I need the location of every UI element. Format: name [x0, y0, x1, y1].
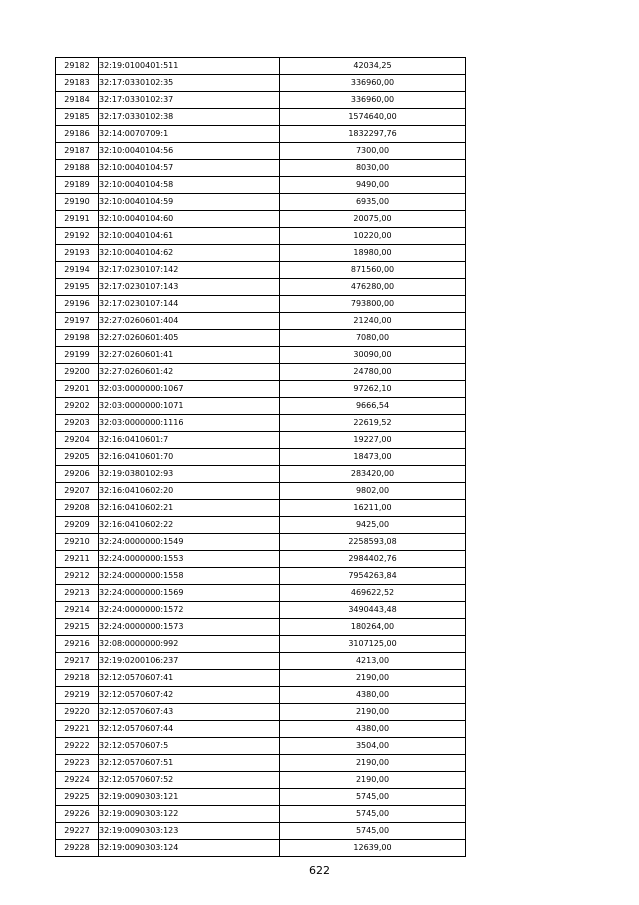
cadastral-number-cell: 32:17:0230107:142	[99, 262, 280, 279]
value-cell: 9802,00	[280, 483, 466, 500]
value-cell: 20075,00	[280, 211, 466, 228]
cadastral-number-cell: 32:10:0040104:57	[99, 160, 280, 177]
value-cell: 24780,00	[280, 364, 466, 381]
value-cell: 5745,00	[280, 823, 466, 840]
value-cell: 336960,00	[280, 92, 466, 109]
table-row	[56, 126, 466, 143]
table-row	[56, 755, 466, 772]
value-cell: 336960,00	[280, 75, 466, 92]
cadastral-number-cell: 32:12:0570607:42	[99, 687, 280, 704]
row-number-cell: 29225	[56, 789, 99, 806]
value-cell: 9666,54	[280, 398, 466, 415]
row-number-cell: 29226	[56, 806, 99, 823]
table-row	[56, 143, 466, 160]
row-number-cell: 29191	[56, 211, 99, 228]
table-body	[56, 58, 466, 857]
value-cell: 5745,00	[280, 789, 466, 806]
row-number-cell: 29212	[56, 568, 99, 585]
cadastral-number-cell: 32:19:0090303:123	[99, 823, 280, 840]
value-cell: 3490443,48	[280, 602, 466, 619]
value-cell: 3504,00	[280, 738, 466, 755]
cadastral-number-cell: 32:12:0570607:52	[99, 772, 280, 789]
cadastral-number-cell: 32:16:0410602:22	[99, 517, 280, 534]
value-cell: 2190,00	[280, 755, 466, 772]
page-number: 622	[309, 864, 330, 877]
cadastral-number-cell: 32:12:0570607:43	[99, 704, 280, 721]
row-number-cell: 29205	[56, 449, 99, 466]
value-cell: 1574640,00	[280, 109, 466, 126]
cadastral-number-cell: 32:08:0000000:992	[99, 636, 280, 653]
cadastral-number-cell: 32:19:0100401:511	[99, 58, 280, 75]
table-row	[56, 194, 466, 211]
cadastral-number-cell: 32:24:0000000:1573	[99, 619, 280, 636]
row-number-cell: 29186	[56, 126, 99, 143]
row-number-cell: 29193	[56, 245, 99, 262]
table-row	[56, 483, 466, 500]
value-cell: 6935,00	[280, 194, 466, 211]
cadastral-number-cell: 32:10:0040104:62	[99, 245, 280, 262]
value-cell: 871560,00	[280, 262, 466, 279]
table-row	[56, 670, 466, 687]
cadastral-number-cell: 32:27:0260601:405	[99, 330, 280, 347]
value-cell: 2984402,76	[280, 551, 466, 568]
value-cell: 2190,00	[280, 772, 466, 789]
cadastral-number-cell: 32:19:0090303:121	[99, 789, 280, 806]
row-number-cell: 29213	[56, 585, 99, 602]
value-cell: 21240,00	[280, 313, 466, 330]
cadastral-number-cell: 32:12:0570607:51	[99, 755, 280, 772]
cadastral-number-cell: 32:17:0330102:38	[99, 109, 280, 126]
row-number-cell: 29219	[56, 687, 99, 704]
row-number-cell: 29200	[56, 364, 99, 381]
cadastral-number-cell: 32:24:0000000:1569	[99, 585, 280, 602]
cadastral-number-cell: 32:19:0200106:237	[99, 653, 280, 670]
table-row	[56, 160, 466, 177]
row-number-cell: 29223	[56, 755, 99, 772]
value-cell: 7080,00	[280, 330, 466, 347]
row-number-cell: 29198	[56, 330, 99, 347]
value-cell: 42034,25	[280, 58, 466, 75]
row-number-cell: 29217	[56, 653, 99, 670]
row-number-cell: 29185	[56, 109, 99, 126]
cadastral-number-cell: 32:27:0260601:404	[99, 313, 280, 330]
row-number-cell: 29189	[56, 177, 99, 194]
table-row	[56, 58, 466, 75]
value-cell: 2190,00	[280, 704, 466, 721]
row-number-cell: 29183	[56, 75, 99, 92]
table-row	[56, 109, 466, 126]
row-number-cell: 29192	[56, 228, 99, 245]
row-number-cell: 29206	[56, 466, 99, 483]
table-row	[56, 330, 466, 347]
value-cell: 5745,00	[280, 806, 466, 823]
value-cell: 7300,00	[280, 143, 466, 160]
table-row	[56, 568, 466, 585]
table-row	[56, 789, 466, 806]
table-row	[56, 823, 466, 840]
cadastral-number-cell: 32:12:0570607:5	[99, 738, 280, 755]
cadastral-number-cell: 32:12:0570607:44	[99, 721, 280, 738]
row-number-cell: 29201	[56, 381, 99, 398]
table-row	[56, 602, 466, 619]
value-cell: 8030,00	[280, 160, 466, 177]
row-number-cell: 29215	[56, 619, 99, 636]
table-row	[56, 534, 466, 551]
row-number-cell: 29196	[56, 296, 99, 313]
table-row	[56, 449, 466, 466]
value-cell: 469622,52	[280, 585, 466, 602]
row-number-cell: 29202	[56, 398, 99, 415]
value-cell: 1832297,76	[280, 126, 466, 143]
cadastral-number-cell: 32:24:0000000:1558	[99, 568, 280, 585]
row-number-cell: 29204	[56, 432, 99, 449]
row-number-cell: 29222	[56, 738, 99, 755]
row-number-cell: 29197	[56, 313, 99, 330]
table-row	[56, 381, 466, 398]
table-row	[56, 517, 466, 534]
value-cell: 9490,00	[280, 177, 466, 194]
table-row	[56, 211, 466, 228]
cadastral-number-cell: 32:17:0330102:35	[99, 75, 280, 92]
row-number-cell: 29211	[56, 551, 99, 568]
cadastral-number-cell: 32:10:0040104:56	[99, 143, 280, 160]
value-cell: 16211,00	[280, 500, 466, 517]
table-row	[56, 687, 466, 704]
table-row	[56, 296, 466, 313]
row-number-cell: 29182	[56, 58, 99, 75]
row-number-cell: 29207	[56, 483, 99, 500]
row-number-cell: 29220	[56, 704, 99, 721]
cadastral-number-cell: 32:24:0000000:1553	[99, 551, 280, 568]
cadastral-number-cell: 32:16:0410601:7	[99, 432, 280, 449]
row-number-cell: 29187	[56, 143, 99, 160]
table-row	[56, 415, 466, 432]
cadastral-number-cell: 32:19:0090303:124	[99, 840, 280, 857]
cadastral-number-cell: 32:27:0260601:42	[99, 364, 280, 381]
table-row	[56, 653, 466, 670]
row-number-cell: 29216	[56, 636, 99, 653]
cadastral-number-cell: 32:19:0090303:122	[99, 806, 280, 823]
cadastral-number-cell: 32:24:0000000:1549	[99, 534, 280, 551]
cadastral-number-cell: 32:10:0040104:60	[99, 211, 280, 228]
row-number-cell: 29218	[56, 670, 99, 687]
table-row	[56, 313, 466, 330]
value-cell: 10220,00	[280, 228, 466, 245]
cadastral-number-cell: 32:10:0040104:59	[99, 194, 280, 211]
cadastral-number-cell: 32:17:0230107:144	[99, 296, 280, 313]
value-cell: 7954263,84	[280, 568, 466, 585]
value-cell: 3107125,00	[280, 636, 466, 653]
cadastral-number-cell: 32:12:0570607:41	[99, 670, 280, 687]
cadastral-number-cell: 32:10:0040104:61	[99, 228, 280, 245]
value-cell: 4380,00	[280, 721, 466, 738]
table-row	[56, 92, 466, 109]
table-row	[56, 500, 466, 517]
cadastral-number-cell: 32:19:0380102:93	[99, 466, 280, 483]
table-row	[56, 738, 466, 755]
value-cell: 9425,00	[280, 517, 466, 534]
table-row	[56, 619, 466, 636]
value-cell: 476280,00	[280, 279, 466, 296]
table-row	[56, 279, 466, 296]
value-cell: 793800,00	[280, 296, 466, 313]
cadastral-number-cell: 32:14:0070709:1	[99, 126, 280, 143]
value-cell: 4380,00	[280, 687, 466, 704]
table-row	[56, 806, 466, 823]
row-number-cell: 29188	[56, 160, 99, 177]
table-row	[56, 636, 466, 653]
value-cell: 22619,52	[280, 415, 466, 432]
row-number-cell: 29227	[56, 823, 99, 840]
table-row	[56, 75, 466, 92]
cadastral-value-table	[55, 57, 466, 857]
table-row	[56, 398, 466, 415]
row-number-cell: 29194	[56, 262, 99, 279]
table-row	[56, 551, 466, 568]
table-row	[56, 364, 466, 381]
row-number-cell: 29214	[56, 602, 99, 619]
value-cell: 4213,00	[280, 653, 466, 670]
value-cell: 18473,00	[280, 449, 466, 466]
table-row	[56, 585, 466, 602]
row-number-cell: 29203	[56, 415, 99, 432]
table-row	[56, 262, 466, 279]
table-row	[56, 772, 466, 789]
cadastral-number-cell: 32:27:0260601:41	[99, 347, 280, 364]
value-cell: 12639,00	[280, 840, 466, 857]
table-row	[56, 177, 466, 194]
table-row	[56, 347, 466, 364]
row-number-cell: 29184	[56, 92, 99, 109]
value-cell: 97262,10	[280, 381, 466, 398]
row-number-cell: 29195	[56, 279, 99, 296]
row-number-cell: 29228	[56, 840, 99, 857]
cadastral-number-cell: 32:03:0000000:1067	[99, 381, 280, 398]
value-cell: 30090,00	[280, 347, 466, 364]
row-number-cell: 29199	[56, 347, 99, 364]
cadastral-number-cell: 32:03:0000000:1071	[99, 398, 280, 415]
cadastral-number-cell: 32:16:0410601:70	[99, 449, 280, 466]
value-cell: 2258593,08	[280, 534, 466, 551]
table-row	[56, 840, 466, 857]
row-number-cell: 29190	[56, 194, 99, 211]
cadastral-number-cell: 32:24:0000000:1572	[99, 602, 280, 619]
value-cell: 2190,00	[280, 670, 466, 687]
cadastral-number-cell: 32:03:0000000:1116	[99, 415, 280, 432]
cadastral-number-cell: 32:10:0040104:58	[99, 177, 280, 194]
row-number-cell: 29209	[56, 517, 99, 534]
cadastral-number-cell: 32:16:0410602:20	[99, 483, 280, 500]
value-cell: 19227,00	[280, 432, 466, 449]
cadastral-number-cell: 32:17:0230107:143	[99, 279, 280, 296]
table-row	[56, 432, 466, 449]
table-row	[56, 721, 466, 738]
table-row	[56, 245, 466, 262]
row-number-cell: 29221	[56, 721, 99, 738]
value-cell: 283420,00	[280, 466, 466, 483]
cadastral-number-cell: 32:17:0330102:37	[99, 92, 280, 109]
table-row	[56, 228, 466, 245]
row-number-cell: 29210	[56, 534, 99, 551]
row-number-cell: 29224	[56, 772, 99, 789]
table-row	[56, 704, 466, 721]
cadastral-number-cell: 32:16:0410602:21	[99, 500, 280, 517]
table-row	[56, 466, 466, 483]
row-number-cell: 29208	[56, 500, 99, 517]
value-cell: 180264,00	[280, 619, 466, 636]
value-cell: 18980,00	[280, 245, 466, 262]
